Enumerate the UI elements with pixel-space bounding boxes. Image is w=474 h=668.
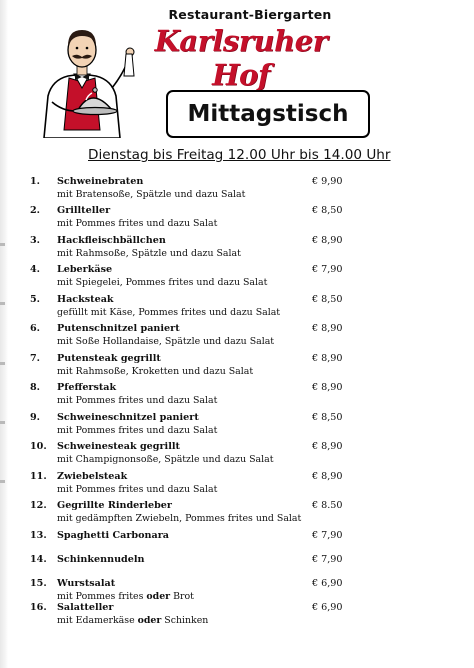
menu-item-description-text: mit Bratensoße, Spätzle und dazu Salat — [57, 189, 246, 200]
menu-item-name: Salatteller — [57, 602, 114, 613]
menu-item-description — [57, 425, 217, 436]
menu-item-number: 12. — [30, 500, 47, 511]
menu-item-description — [57, 366, 253, 377]
menu-item-name: Hacksteak — [57, 294, 114, 305]
menu-item-number: 3. — [30, 235, 41, 246]
menu-item-name: Spaghetti Carbonara — [57, 530, 169, 541]
menu-item-number: 9. — [30, 412, 41, 423]
menu-item-description-text: Brot — [170, 591, 194, 602]
menu-item-price: € 8,50 — [312, 412, 343, 423]
menu-item-description — [57, 591, 194, 602]
menu-item-description-text: mit Rahmsoße, Spätzle und dazu Salat — [57, 248, 241, 259]
menu-item-price: € 8,90 — [312, 471, 343, 482]
menu-item-price: € 8,90 — [312, 235, 343, 246]
menu-item-description-text: mit Pommes frites — [57, 591, 147, 602]
menu-item-name: Hackfleischbällchen — [57, 235, 166, 246]
menu-item-description-text: mit Edamerkäse — [57, 615, 138, 626]
menu-item-description — [57, 277, 267, 288]
menu-item-name: Schweineschnitzel paniert — [57, 412, 199, 423]
menu-item-number: 10. — [30, 441, 47, 452]
menu-item-name: Leberkäse — [57, 264, 113, 275]
menu-item-price: € 8,90 — [312, 382, 343, 393]
menu-item — [0, 264, 474, 294]
menu-item-number: 8. — [30, 382, 41, 393]
menu-item-number: 4. — [30, 264, 41, 275]
menu-item-name: Zwiebelsteak — [57, 471, 128, 482]
menu-item-name: Putenschnitzel paniert — [57, 323, 180, 334]
menu-item-description-text: mit Pommes frites und dazu Salat — [57, 218, 218, 229]
menu-item — [0, 441, 474, 471]
menu-item-name: Schinkennudeln — [57, 554, 145, 565]
menu-item-name: Putensteak gegrillt — [57, 353, 161, 364]
menu-item-name: Wurstsalat — [57, 578, 116, 589]
menu-item-number: 16. — [30, 602, 47, 613]
menu-item-price: € 7,90 — [312, 530, 343, 541]
menu-item-description-text: mit Rahmsoße, Kroketten und dazu Salat — [57, 366, 254, 377]
menu-item-description — [57, 248, 241, 259]
menu-item-number: 15. — [30, 578, 47, 589]
page-title: Mittagstisch — [187, 101, 349, 127]
menu-item — [0, 235, 474, 265]
restaurant-subtitle: Restaurant-Biergarten — [168, 7, 332, 22]
menu-item-price: € 8,90 — [312, 323, 343, 334]
menu-item-description — [57, 484, 217, 495]
menu-item-description — [57, 189, 245, 200]
menu-item-description — [57, 336, 274, 347]
menu-item-number: 11. — [30, 471, 47, 482]
menu-item-price: € 7,90 — [312, 554, 343, 565]
menu-item-price: € 9,90 — [312, 176, 343, 187]
restaurant-logo-name: Karlsruher Hof — [154, 24, 328, 92]
menu-item-description-text: gefüllt mit Käse, Pommes frites und dazu Salat — [57, 307, 281, 318]
menu-item-number: 13. — [30, 530, 47, 541]
menu-item-number: 5. — [30, 294, 41, 305]
menu-item — [0, 382, 474, 412]
menu-item-description-text: mit Pommes frites und dazu Salat — [57, 484, 218, 495]
menu-item — [0, 176, 474, 206]
menu-item — [0, 500, 474, 530]
menu-item-price: € 6,90 — [312, 602, 343, 613]
menu-item-name: Schweinebraten — [57, 176, 144, 187]
menu-item-description — [57, 218, 217, 229]
menu-item-description — [57, 615, 208, 626]
menu-item-description-text: mit Champignonsoße, Spätzle und dazu Salat — [57, 454, 274, 465]
menu-item-description-text: mit Pommes frites und dazu Salat — [57, 425, 218, 436]
menu-item-number: 6. — [30, 323, 41, 334]
menu-item-description — [57, 395, 217, 406]
menu-item-price: € 8,50 — [312, 294, 343, 305]
menu-item-number: 2. — [30, 205, 41, 216]
menu-item-description-text: mit gedämpften Zwiebeln, Pommes frites und Salat — [57, 513, 302, 524]
menu-item-price: € 6,90 — [312, 578, 343, 589]
menu-item-price: € 8,50 — [312, 205, 343, 216]
menu-item-price: € 8.50 — [312, 500, 343, 511]
menu-item-description-text: mit Spiegelei, Pommes frites und dazu Salat — [57, 277, 268, 288]
menu-item-name: Schweinesteak gegrillt — [57, 441, 180, 452]
menu-item-description — [57, 513, 301, 524]
menu-item-description — [57, 454, 274, 465]
menu-item — [0, 294, 474, 324]
menu-item-price: € 7,90 — [312, 264, 343, 275]
menu-item — [0, 471, 474, 501]
menu-item-number: 7. — [30, 353, 41, 364]
menu-item-description-oder: oder — [146, 591, 171, 602]
menu-item-name: Pfefferstak — [57, 382, 117, 393]
opening-hours: Dienstag bis Freitag 12.00 Uhr bis 14.00 Uhr — [88, 147, 391, 163]
menu-item-description-oder: oder — [137, 615, 162, 626]
menu-item-number: 14. — [30, 554, 47, 565]
title-box — [166, 90, 370, 138]
menu-item — [0, 602, 474, 632]
menu-item — [0, 353, 474, 383]
menu-item-name: Gegrillte Rinderleber — [57, 500, 172, 511]
menu-item-description — [57, 307, 280, 318]
menu-item-number: 1. — [30, 176, 41, 187]
menu-item-price: € 8,90 — [312, 441, 343, 452]
menu-item-description-text: mit Soße Hollandaise, Spätzle und dazu Salat — [57, 336, 275, 347]
menu-item — [0, 323, 474, 353]
menu-item — [0, 412, 474, 442]
menu-item-price: € 8,90 — [312, 353, 343, 364]
menu-item-name: Grillteller — [57, 205, 111, 216]
menu-item-description-text: mit Pommes frites und dazu Salat — [57, 395, 218, 406]
menu-item — [0, 205, 474, 235]
menu-item-description-text: Schinken — [161, 615, 209, 626]
